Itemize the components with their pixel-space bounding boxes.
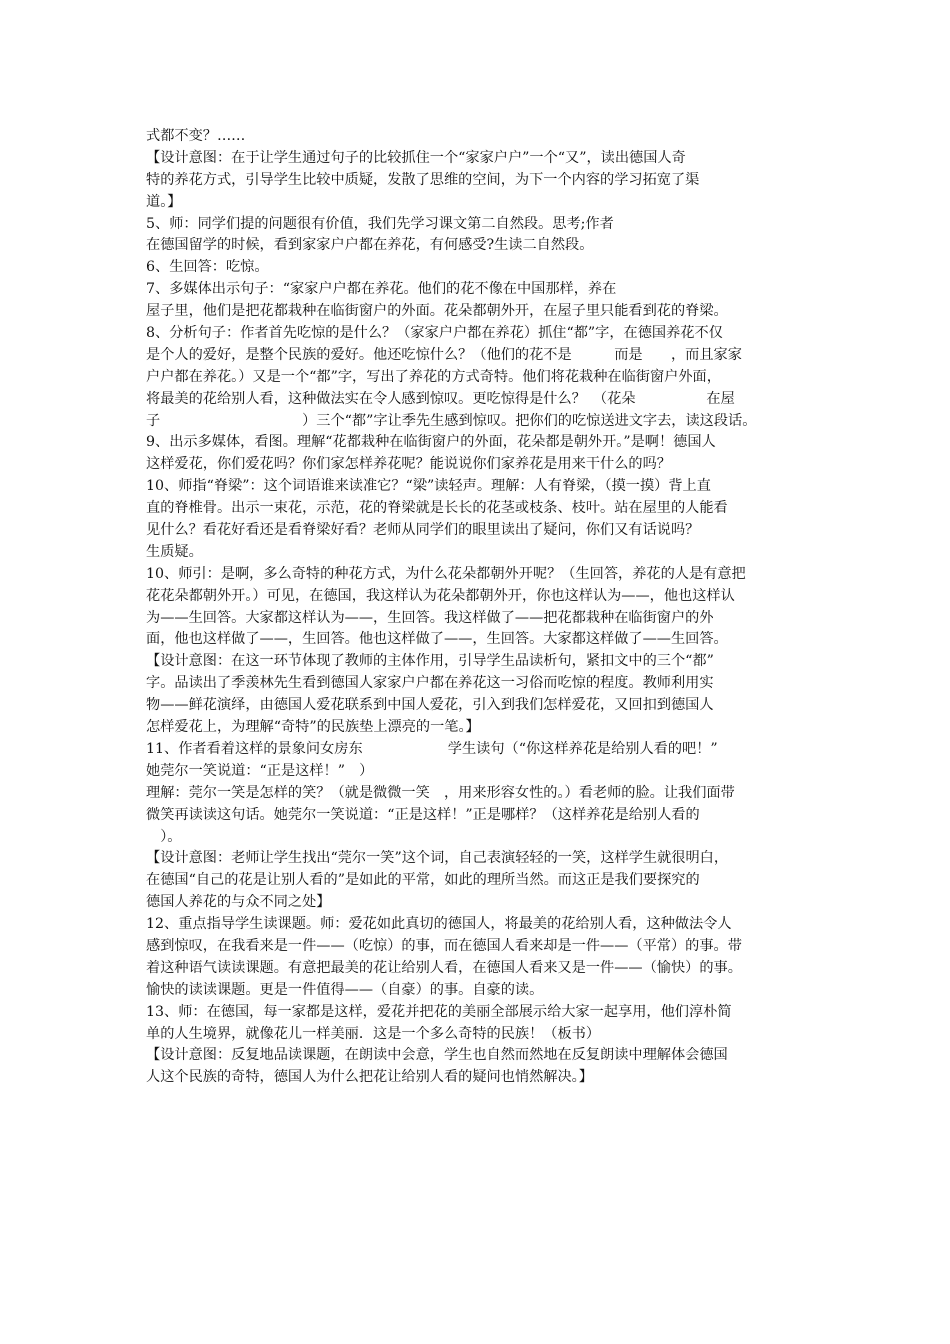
text-line: 6、生回答：吃惊。	[146, 259, 269, 276]
text-line: 8、分析句子：作者首先吃惊的是什么？（家家户户都在养花）抓住“都”字，在德国养花不仅	[146, 325, 723, 342]
text-line: 屋子里，他们是把花都栽种在临街窗户的外面。花朵都朝外开，在屋子里只能看到花的脊梁。	[146, 303, 728, 320]
text-line: 10、师引：是啊，多么奇特的种花方式，为什么花朵都朝外开呢？（生回答，养花的人是有意把	[146, 565, 746, 582]
text-line: 面，他也这样做了——，生回答。他也这样做了——，生回答。大家都这样做了——生回答。	[146, 631, 728, 648]
text-line: 【设计意图：老师让学生找出“莞尔一笑”这个词，自己表演轻轻的一笑，这样学生就很明白，	[146, 850, 729, 867]
text-line: 花花朵都朝外开。）可见，在德国，我这样认为花朵都朝外开，你也这样认为——，他也这样认	[146, 587, 735, 604]
text-line: 直的脊椎骨。出示一束花，示范，花的脊梁就是长长的花茎或枝条、枝叶。站在屋里的人能看	[146, 500, 728, 517]
text-line: 德国人养花的与众不同之处】	[146, 894, 331, 911]
text-line: ）。	[146, 828, 182, 845]
text-line: 怎样爱花上，为理解“奇特”的民族垫上漂亮的一笔。】	[146, 719, 480, 736]
text-line: 道。】	[146, 193, 182, 210]
text-line: 13、师：在德国，每一家都是这样，爱花并把花的美丽全部展示给大家一起享用，他们淳朴简	[146, 1003, 732, 1020]
text-line: 生质疑。	[146, 543, 203, 560]
text-line: 人这个民族的奇特，德国人为什么把花让给别人看的疑问也悄然解决。】	[146, 1069, 593, 1086]
text-line: 这样爱花，你们爱花吗？你们家怎样养花呢？能说说你们家养花是用来干什么的吗？	[146, 456, 671, 473]
document-body	[146, 126, 816, 1089]
text-line: 特的养花方式，引导学生比较中质疑，发散了思维的空间，为下一个内容的学习拓宽了渠	[146, 171, 700, 188]
text-line: 愉快的读读课题。更是一件值得——（自豪）的事。自豪的读。	[146, 981, 544, 998]
text-line: 式都不变？……	[146, 128, 246, 144]
text-line: 着这种语气读读课题。有意把最美的花让给别人看，在德国人看来又是一件——（愉快）的事。	[146, 959, 742, 976]
text-line: 感到惊叹，在我看来是一件——（吃惊）的事，而在德国人看来却是一件——（平常）的事。带	[146, 937, 742, 954]
text-line: 户户都在养花。）又是一个“都”字，写出了养花的方式奇特。他们将花栽种在临街窗户外面，	[146, 368, 721, 385]
text-line: 【设计意图：在这一环节体现了教师的主体作用，引导学生品读析句，紧扣文中的三个“都”	[146, 653, 714, 670]
text-line: 将最美的花给别人看，这种做法实在令人感到惊叹。更吃惊得是什么？ （花朵 在屋	[146, 390, 735, 407]
text-line: 为——生回答。大家都这样认为——，生回答。我这样做了——把花都栽种在临街窗户的外	[146, 609, 714, 626]
text-line: 是个人的爱好，是整个民族的爱好。他还吃惊什么？（他们的花不是 而是 ，而且家家	[146, 346, 742, 363]
text-line: 子 ）三个“都”字让季先生感到惊叹。把你们的吃惊送进文字去，读这段话。	[146, 412, 757, 429]
text-line: 在德国留学的时候，看到家家户户都在养花，有何感受?生读二自然段。	[146, 237, 594, 254]
text-line: 字。品读出了季羡林先生看到德国人家家户户都在养花这一习俗而吃惊的程度。教师利用实	[146, 675, 714, 692]
text-line: 11、作者看着这样的景象问女房东 学生读句（“你这样养花是给别人看的吧！”	[146, 740, 718, 757]
text-line: 9、出示多媒体，看图。理解“花都栽种在临街窗户的外面，花朵都是朝外开。”是啊！德国人	[146, 434, 716, 451]
text-line: 【设计意图：在于让学生通过句子的比较抓住一个“家家户户”一个“又”，读出德国人奇	[146, 149, 686, 166]
text-line: 在德国“自己的花是让别人看的”是如此的平常，如此的理所当然。而这正是我们要探究的	[146, 872, 700, 889]
text-line: 物——鲜花演绎，由德国人爱花联系到中国人爱花，引入到我们怎样爱花，又回扣到德国人	[146, 697, 714, 714]
text-line: 【设计意图：反复地品读课题，在朗读中会意，学生也自然而然地在反复朗读中理解体会德国	[146, 1047, 728, 1064]
text-line: 微笑再读读这句话。她莞尔一笑说道：“正是这样！”正是哪样？（这样养花是给别人看的	[146, 806, 700, 823]
text-line: 7、多媒体出示句子：“家家户户都在养花。他们的花不像在中国那样，养在	[146, 281, 617, 298]
text-line: 理解：莞尔一笑是怎样的笑？（就是微微一笑 ，用来形容女性的。）看老师的脸。让我们面带	[146, 784, 735, 801]
text-line: 单的人生境界，就像花儿一样美丽．这是一个多么奇特的民族！（板书）	[146, 1025, 601, 1042]
text-line: 10、师指“脊梁”：这个词语谁来读准它？“梁”读轻声。理解：人有脊梁，（摸一摸）背上直	[146, 478, 711, 495]
text-line: 12、重点指导学生读课题。师：爱花如此真切的德国人，将最美的花给别人看，这种做法令人	[146, 916, 732, 933]
text-line: 见什么？看花好看还是看脊梁好看？老师从同学们的眼里读出了疑问，你们又有话说吗？	[146, 522, 700, 539]
text-line: 她莞尔一笑说道：“正是这样！” ）	[146, 762, 374, 779]
text-line: 5、师：同学们提的问题很有价值，我们先学习课文第二自然段。思考;作者	[146, 215, 614, 232]
